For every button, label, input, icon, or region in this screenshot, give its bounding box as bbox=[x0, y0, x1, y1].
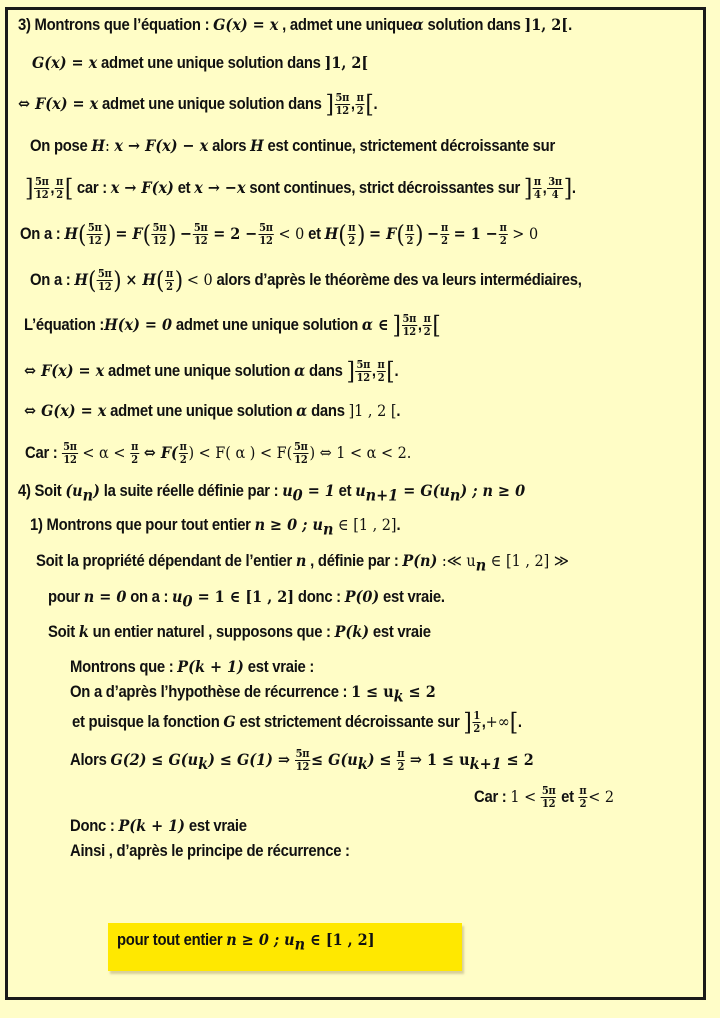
text: . bbox=[394, 361, 399, 380]
subscript: n bbox=[294, 934, 306, 954]
fraction bbox=[423, 313, 432, 338]
paren: ) bbox=[356, 220, 366, 249]
math: u bbox=[172, 587, 183, 606]
fraction bbox=[472, 710, 480, 735]
math: α ∈ bbox=[361, 314, 389, 334]
fraction bbox=[34, 176, 49, 201]
bracket: [ bbox=[509, 708, 518, 737]
numerator: π bbox=[397, 747, 405, 760]
text: dans bbox=[305, 361, 347, 380]
numerator: π bbox=[441, 221, 448, 234]
numerator: π bbox=[165, 267, 173, 280]
text: . bbox=[517, 712, 522, 731]
math: = F bbox=[115, 223, 143, 243]
text: admet une unique solution bbox=[106, 402, 297, 420]
math: n bbox=[295, 551, 307, 570]
numerator: π bbox=[406, 221, 414, 234]
math: (u bbox=[65, 481, 83, 500]
line-donc bbox=[70, 815, 247, 837]
fraction bbox=[578, 785, 587, 810]
bracket: ] bbox=[563, 174, 572, 203]
bracket: [ bbox=[432, 311, 441, 340]
text: sont continues, strict décroissantes sur bbox=[245, 178, 524, 197]
numerator: π bbox=[356, 91, 364, 104]
fraction bbox=[62, 441, 77, 466]
text: pour tout entier bbox=[117, 931, 227, 949]
math: ∈ [1 , 2] bbox=[333, 515, 397, 534]
text: solution dans bbox=[423, 16, 525, 34]
math: < 0 bbox=[186, 269, 213, 289]
text: : bbox=[104, 136, 115, 155]
math: ) < F( α ) < F( bbox=[188, 442, 293, 462]
text: est vraie : bbox=[243, 658, 315, 676]
numerator: π bbox=[377, 358, 385, 371]
denominator: 2 bbox=[166, 280, 173, 293]
text: . bbox=[396, 402, 401, 420]
math: > 0 bbox=[512, 223, 539, 243]
math: H bbox=[250, 136, 264, 155]
fraction bbox=[165, 268, 174, 293]
text: . bbox=[571, 178, 576, 197]
text: pour bbox=[48, 588, 84, 606]
text: est vraie bbox=[184, 817, 247, 835]
line-recurrence-hypothesis bbox=[70, 681, 436, 706]
math: G(x) = x bbox=[32, 53, 98, 72]
math: G(2) ≤ G(u bbox=[110, 749, 199, 769]
math: 1 < bbox=[510, 786, 537, 806]
math: P(0) bbox=[344, 587, 380, 606]
fraction bbox=[55, 176, 64, 201]
math: α bbox=[296, 401, 308, 420]
math: u bbox=[282, 481, 293, 500]
text: est strictement décroissante sur bbox=[235, 712, 464, 731]
text: Car : bbox=[25, 443, 62, 462]
text: donc : bbox=[294, 588, 345, 606]
fraction bbox=[347, 222, 356, 247]
math: ) ⇔ 1 < α < 2. bbox=[309, 442, 412, 462]
numerator: 3π bbox=[548, 175, 562, 188]
bracket: ] bbox=[523, 174, 533, 203]
math: ≤ 2 bbox=[403, 682, 436, 701]
numerator: π bbox=[348, 221, 356, 234]
math: × H bbox=[125, 269, 157, 289]
text: alors bbox=[208, 137, 251, 155]
numerator: π bbox=[131, 440, 139, 453]
math: = F bbox=[369, 223, 397, 243]
separator: , bbox=[417, 315, 422, 334]
interval: ]1, 2[ bbox=[524, 15, 569, 34]
math: :≪ u bbox=[437, 551, 476, 570]
text: On a : bbox=[30, 270, 75, 289]
denominator: 2 bbox=[441, 234, 448, 247]
math: = 1 bbox=[302, 481, 335, 500]
denominator: 12 bbox=[335, 104, 349, 117]
text: Ainsi , d’après le principe de récurrence : bbox=[70, 842, 350, 860]
separator: , bbox=[50, 178, 55, 197]
math: = 2 − bbox=[213, 223, 258, 243]
fraction bbox=[130, 441, 139, 466]
denominator: 2 bbox=[356, 104, 364, 117]
math: n = 0 bbox=[83, 587, 127, 606]
fraction bbox=[356, 359, 371, 384]
conclusion-box bbox=[108, 923, 462, 971]
line-h-definition bbox=[30, 135, 555, 157]
math: H bbox=[74, 269, 88, 289]
text: un entier naturel , supposons que : bbox=[88, 623, 335, 641]
paren: ( bbox=[77, 220, 87, 249]
text: et bbox=[557, 787, 578, 806]
text: . bbox=[396, 516, 401, 534]
fraction bbox=[152, 222, 167, 247]
line-g-equation bbox=[32, 52, 368, 74]
numerator: π bbox=[499, 221, 507, 234]
fraction bbox=[356, 92, 365, 117]
math: P(k + 1) bbox=[177, 657, 244, 676]
math: P(k + 1) bbox=[118, 816, 185, 835]
subscript: k bbox=[393, 686, 404, 706]
text: Alors bbox=[70, 750, 111, 769]
fraction bbox=[547, 176, 562, 201]
text: dans bbox=[307, 402, 349, 420]
subscript: n bbox=[82, 485, 94, 505]
text: admet une unique solution dans bbox=[97, 54, 325, 72]
fraction bbox=[293, 441, 308, 466]
fraction bbox=[179, 441, 188, 466]
math: ⇔ G(x) = bbox=[24, 401, 98, 420]
text: 1) Montrons que pour tout entier bbox=[30, 516, 255, 534]
numerator: 5π bbox=[152, 221, 167, 234]
paren: ( bbox=[396, 220, 405, 249]
math: G bbox=[223, 711, 236, 731]
denominator: 12 bbox=[402, 325, 416, 338]
text: 4) Soit bbox=[18, 482, 66, 500]
line-property-def bbox=[36, 550, 569, 575]
text: admet une unique solution dans bbox=[98, 94, 326, 113]
numerator: π bbox=[179, 440, 187, 453]
denominator: 2 bbox=[377, 371, 385, 384]
math: − bbox=[427, 223, 440, 243]
numerator: 5π bbox=[541, 784, 556, 797]
denominator: 12 bbox=[63, 453, 77, 466]
fraction bbox=[541, 785, 556, 810]
line-ainsi bbox=[70, 840, 350, 862]
paren: ( bbox=[156, 266, 165, 295]
math: x → −x bbox=[194, 177, 246, 197]
denominator: 12 bbox=[294, 453, 308, 466]
numerator: 5π bbox=[63, 440, 77, 453]
line-ivt bbox=[30, 268, 582, 293]
text: 3) Montrons que l’équation : bbox=[18, 16, 214, 34]
numerator: π bbox=[423, 312, 431, 325]
numerator: 5π bbox=[87, 221, 102, 234]
question-4-1-title bbox=[30, 514, 401, 539]
numerator: π bbox=[56, 175, 64, 188]
math: ⇒ 1 ≤ u bbox=[409, 749, 470, 769]
denominator: 2 bbox=[56, 188, 63, 201]
numerator: 5π bbox=[295, 747, 310, 760]
text: , définie par : bbox=[306, 552, 403, 570]
bracket: [ bbox=[64, 174, 73, 203]
text: . bbox=[568, 16, 572, 34]
line-h-unique-solution bbox=[24, 313, 441, 338]
paren: ( bbox=[142, 220, 151, 249]
text: L’équation : bbox=[24, 315, 105, 334]
text: alors d’après le théorème des va leurs intermédiaires, bbox=[212, 270, 582, 289]
math: x bbox=[95, 360, 105, 380]
math: u bbox=[355, 481, 366, 500]
denominator: 2 bbox=[406, 234, 414, 247]
math: x → F(x) bbox=[110, 177, 174, 197]
numerator: 5π bbox=[259, 221, 273, 234]
math: n ≥ 0 ; u bbox=[226, 930, 295, 949]
fraction bbox=[193, 222, 208, 247]
math: ) ≤ bbox=[367, 749, 392, 769]
fraction bbox=[402, 313, 417, 338]
subscript: 0 bbox=[182, 591, 193, 611]
math: < 2 bbox=[588, 786, 614, 806]
text: on a : bbox=[126, 588, 173, 606]
text: Soit la propriété dépendant de l’entier bbox=[36, 552, 296, 570]
fraction bbox=[533, 176, 542, 201]
math: = 1 ∈ [1 , 2] bbox=[192, 587, 295, 606]
denominator: 2 bbox=[131, 453, 138, 466]
numerator: 1 bbox=[473, 709, 480, 722]
text: est vraie. bbox=[379, 588, 445, 606]
line-alors-inequality bbox=[70, 748, 534, 773]
paren: ) bbox=[174, 266, 183, 295]
math: α bbox=[412, 15, 424, 34]
denominator: 12 bbox=[541, 797, 556, 810]
math: x bbox=[97, 401, 107, 420]
bracket: [ bbox=[365, 90, 374, 119]
text: admet une unique solution bbox=[104, 361, 295, 380]
denominator: 12 bbox=[98, 280, 112, 293]
separator: , bbox=[542, 178, 547, 197]
question-3-title bbox=[18, 14, 572, 36]
paren: ) bbox=[168, 220, 177, 249]
bracket: ] bbox=[346, 357, 355, 386]
numerator: 5π bbox=[356, 358, 371, 371]
math: P(n) bbox=[402, 551, 438, 570]
text: est vraie bbox=[369, 623, 431, 641]
line-car-alpha bbox=[25, 441, 411, 466]
separator: , bbox=[481, 712, 486, 731]
math: ⇔ F(x) = bbox=[18, 93, 90, 113]
numerator: π bbox=[579, 784, 587, 797]
denominator: 12 bbox=[356, 371, 370, 384]
math: ⇔ F( bbox=[143, 442, 178, 462]
text: Montrons que : bbox=[70, 658, 178, 676]
line-car-bounds bbox=[474, 785, 614, 810]
math: G(x) = x bbox=[213, 15, 279, 34]
interval: ]1 , 2 [ bbox=[348, 401, 397, 420]
math: ) bbox=[93, 481, 100, 500]
line-f-equivalence bbox=[18, 92, 377, 117]
text: On a : bbox=[20, 224, 65, 243]
denominator: 12 bbox=[295, 760, 310, 773]
paren: ) bbox=[415, 220, 424, 249]
fraction bbox=[295, 748, 310, 773]
math: = 1 − bbox=[453, 223, 498, 243]
denominator: 12 bbox=[88, 234, 102, 247]
subscript: k+1 bbox=[469, 754, 502, 774]
text: Soit bbox=[48, 623, 79, 641]
text: car : bbox=[72, 178, 111, 197]
denominator: 4 bbox=[551, 188, 559, 201]
line-hypothesis bbox=[48, 621, 431, 643]
math: x bbox=[89, 93, 99, 113]
text: la suite réelle définie par : bbox=[99, 482, 283, 500]
math: ≤ 2 bbox=[501, 749, 534, 769]
bracket: ] bbox=[25, 174, 34, 203]
line-f-alpha bbox=[24, 359, 398, 384]
math: H(x) = 0 bbox=[104, 314, 173, 334]
text: , admet une unique bbox=[278, 16, 413, 34]
denominator: 2 bbox=[348, 234, 356, 247]
fraction bbox=[377, 359, 386, 384]
line-h-interval-reason bbox=[25, 176, 576, 201]
denominator: 2 bbox=[499, 234, 507, 247]
math: ∈ [1 , 2] bbox=[305, 930, 375, 949]
conclusion-text bbox=[117, 929, 375, 954]
math: H bbox=[64, 223, 78, 243]
denominator: 2 bbox=[473, 722, 480, 735]
denominator: 4 bbox=[534, 188, 541, 201]
text: et bbox=[334, 482, 356, 500]
numerator: 5π bbox=[97, 267, 112, 280]
fraction bbox=[258, 222, 273, 247]
denominator: 12 bbox=[35, 188, 49, 201]
math: ≤ G(u bbox=[311, 749, 358, 769]
bracket: ] bbox=[392, 311, 401, 340]
separator: , bbox=[371, 361, 376, 380]
denominator: 2 bbox=[179, 453, 187, 466]
math: < α < bbox=[82, 442, 126, 462]
paren: ) bbox=[103, 220, 112, 249]
denominator: 2 bbox=[397, 760, 405, 773]
text: On pose bbox=[30, 137, 92, 155]
text: est continue, strictement décroissante sur bbox=[263, 137, 555, 155]
line-show-heredity bbox=[70, 656, 314, 678]
subscript: n bbox=[449, 485, 461, 505]
math: ) ; n ≥ 0 bbox=[460, 481, 526, 500]
denominator: 12 bbox=[259, 234, 273, 247]
math: ∈ [1 , 2] ≫ bbox=[486, 551, 569, 570]
numerator: 5π bbox=[402, 312, 417, 325]
line-initialisation bbox=[48, 586, 445, 611]
subscript: k bbox=[198, 754, 209, 774]
line-g-decreasing bbox=[72, 710, 522, 735]
fraction bbox=[499, 222, 508, 247]
text: . bbox=[373, 94, 378, 113]
math: α bbox=[294, 360, 306, 380]
subscript: k bbox=[357, 754, 368, 774]
math: < 0 bbox=[278, 223, 305, 243]
subscript: n bbox=[475, 555, 487, 575]
fraction bbox=[440, 222, 449, 247]
numerator: 5π bbox=[34, 175, 49, 188]
denominator: 2 bbox=[423, 325, 431, 338]
math: H bbox=[324, 223, 339, 243]
math: +∞ bbox=[485, 711, 510, 731]
numerator: 5π bbox=[193, 221, 208, 234]
math: k bbox=[78, 622, 89, 641]
paren: ( bbox=[338, 220, 347, 249]
fraction bbox=[396, 748, 405, 773]
math: ) ≤ G(1) ⇒ bbox=[208, 749, 291, 769]
bracket: ] bbox=[325, 90, 334, 119]
math: ⇔ F(x) = bbox=[24, 360, 96, 380]
text: admet une unique solution bbox=[172, 315, 362, 334]
paren: ) bbox=[113, 266, 122, 295]
bracket: [ bbox=[386, 357, 395, 386]
math: x → F(x) − x bbox=[114, 136, 209, 155]
question-4-title bbox=[18, 480, 526, 505]
text: Donc : bbox=[70, 817, 119, 835]
denominator: 12 bbox=[152, 234, 167, 247]
separator: , bbox=[350, 94, 355, 113]
denominator: 12 bbox=[194, 234, 208, 247]
fraction bbox=[335, 92, 350, 117]
fraction bbox=[405, 222, 414, 247]
math: P(k) bbox=[334, 622, 370, 641]
math: = G(u bbox=[398, 481, 450, 500]
text: et bbox=[304, 224, 325, 243]
text: Car : bbox=[474, 787, 511, 806]
line-h-values bbox=[20, 222, 538, 247]
fraction bbox=[87, 222, 102, 247]
text: et puisque la fonction bbox=[72, 712, 224, 731]
bracket: ] bbox=[463, 708, 472, 737]
numerator: 5π bbox=[294, 440, 308, 453]
subscript: n bbox=[322, 519, 334, 539]
text: On a d’après l’hypothèse de récurrence : bbox=[70, 683, 352, 701]
denominator: 2 bbox=[579, 797, 587, 810]
math: H bbox=[91, 136, 105, 155]
line-g-alpha bbox=[24, 400, 400, 422]
numerator: 5π bbox=[335, 91, 350, 104]
text: et bbox=[173, 178, 195, 197]
math: − bbox=[180, 223, 193, 243]
subscript: 0 bbox=[292, 485, 303, 505]
fraction bbox=[97, 268, 112, 293]
subscript: n+1 bbox=[365, 485, 399, 505]
interval: ]1, 2[ bbox=[324, 53, 369, 72]
math: n ≥ 0 ; u bbox=[254, 515, 323, 534]
math: 1 ≤ u bbox=[351, 682, 394, 701]
paren: ( bbox=[87, 266, 97, 295]
numerator: π bbox=[533, 175, 541, 188]
